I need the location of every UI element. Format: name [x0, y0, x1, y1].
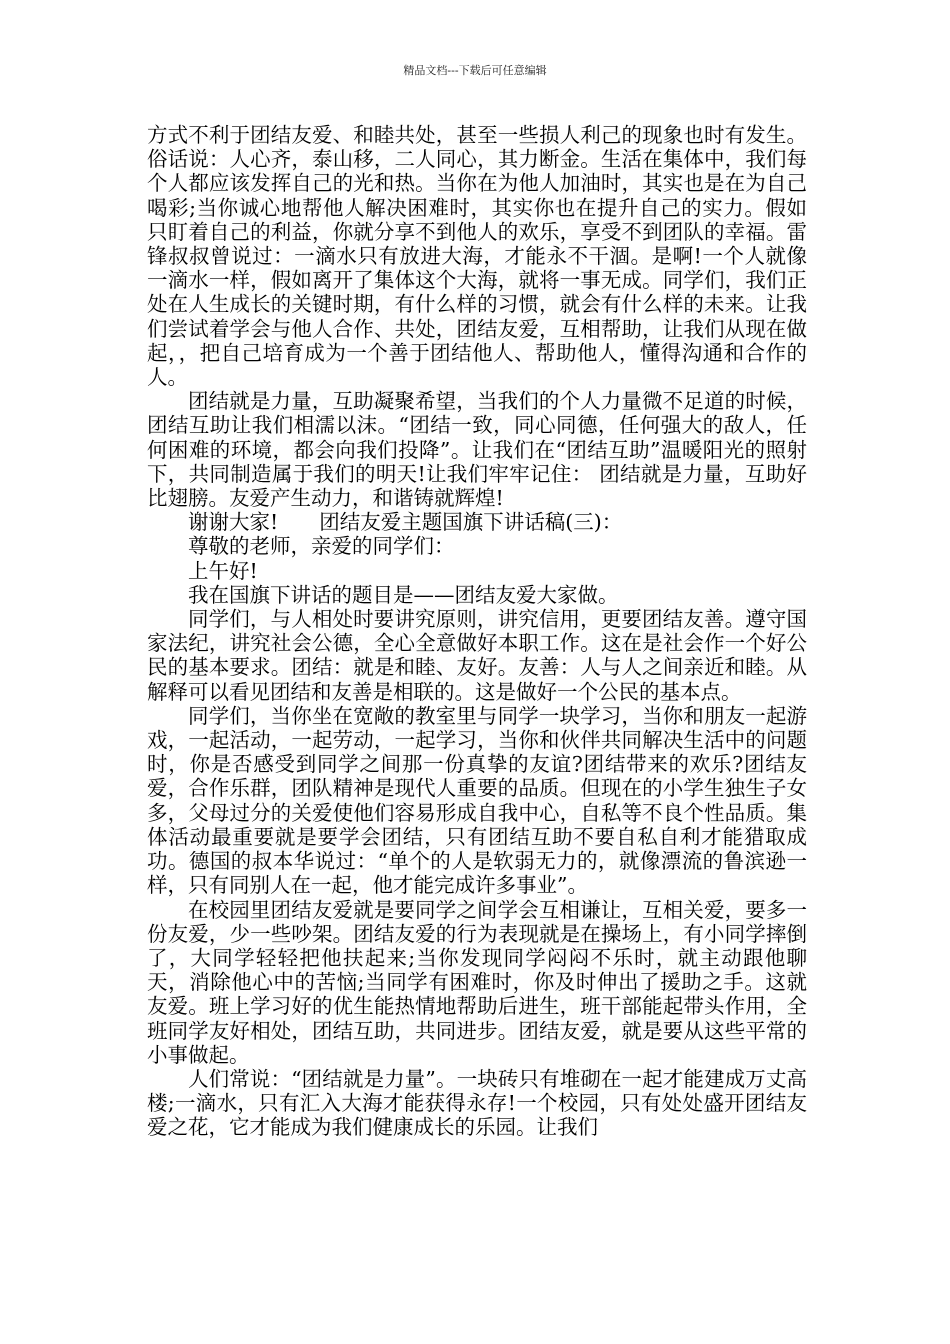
document-body — [147, 123, 807, 1140]
page-header: 精品文档---下载后可任意编辑 — [403, 64, 547, 77]
paragraph-topic: 我在国旗下讲话的题目是——团结友爱大家做。 — [188, 582, 619, 607]
paragraph: 团结就是力量，互助凝聚希望，当我们的个人力量微不足道的时候，团结互助让我们相濡以沫。“团结一致，同心同德，任何强大的敌人，任何困难的环境，都会向我们投降”。让我们在“团结互助”温暖阳光的照射下，共同制造属于我们的明天!让我们牢牢记住： 团结就是力量，互助好比翅膀。友爱产生动力，和谐铸就辉煌! — [147, 389, 807, 511]
paragraph: 同学们，与人相处时要讲究原则，讲究信用，更要团结友善。遵守国家法纪，讲究社会公德，全心全意做好本职工作。这在是社会作一个好公民的基本要求。团结：就是和睦、友好。友善：人与人之间亲近和睦。从解释可以看见团结和友善是相联的。这是做好一个公民的基本点。 — [147, 607, 807, 704]
paragraph: 同学们，当你坐在宽敞的教室里与同学一块学习，当你和朋友一起游戏，一起活动，一起劳动，一起学习，当你和伙伴共同解决生活中的问题时，你是否感受到同学之间那一份真挚的友谊?团结带来的欢乐?团结友爱，合作乐群，团队精神是现代人重要的品质。但现在的小学生独生子女多，父母过分的关爱使他们容易形成自我中心，自私等不良个性品质。集体活动最重要就是要学会团结，只有团结互助不要自私自利才能猎取成功。德国的叔本华说过：“单个的人是软弱无力的，就像漂流的鲁滨逊一样，只有同别人在一起，他才能完成许多事业”。 — [147, 703, 807, 898]
paragraph-greeting: 上午好! — [188, 558, 258, 583]
paragraph: 人们常说：“团结就是力量”。一块砖只有堆砌在一起才能建成万丈高楼;一滴水，只有汇入大海才能获得永存!一个校园，只有处处盛开团结友爱之花，它才能成为我们健康成长的乐园。让我们 — [147, 1066, 807, 1140]
paragraph: 在校园里团结友爱就是要同学之间学会互相谦让，互相关爱，要多一份友爱，少一些吵架。团结友爱的行为表现就是在操场上，有小同学摔倒了，大同学轻轻把他扶起来;当你发现同学闷闷不乐时，就主动跟他聊天，消除他心中的苦恼;当同学有困难时，你及时伸出了援助之手。这就友爱。班上学习好的优生能热情地帮助后进生，班干部能起带头作用，全班同学友好相处，团结互助，共同进步。团结友爱，就是要从这些平常的小事做起。 — [147, 897, 807, 1067]
paragraph-salutation: 尊敬的老师，亲爱的同学们： — [188, 534, 455, 559]
paragraph-section-title: 谢谢大家! 团结友爱主题国旗下讲话稿(三)： — [188, 510, 623, 535]
paragraph-continuation: 方式不利于团结友爱、和睦共处，甚至一些损人利己的现象也时有发生。俗话说：人心齐，泰山移，二人同心，其力断金。生活在集体中，我们每个人都应该发挥自己的光和热。当你在为他人加油时，其实也是在为自己喝彩;当你诚心地帮他人解决困难时，其实你也在提升自己的实力。假如只盯着自己的利益，你就分享不到他人的欢乐，享受不到团队的幸福。雷锋叔叔曾说过：一滴水只有放进大海，才能永不干涸。是啊!一个人就像一滴水一样，假如离开了集体这个大海，就将一事无成。同学们，我们正处在人生成长的关键时期，有什么样的习惯，就会有什么样的未来。让我们尝试着学会与他人合作、共处，团结友爱，互相帮助，让我们从现在做起，，把自己培育成为一个善于团结他人、帮助他人，懂得沟通和合作的人。 — [147, 123, 807, 390]
